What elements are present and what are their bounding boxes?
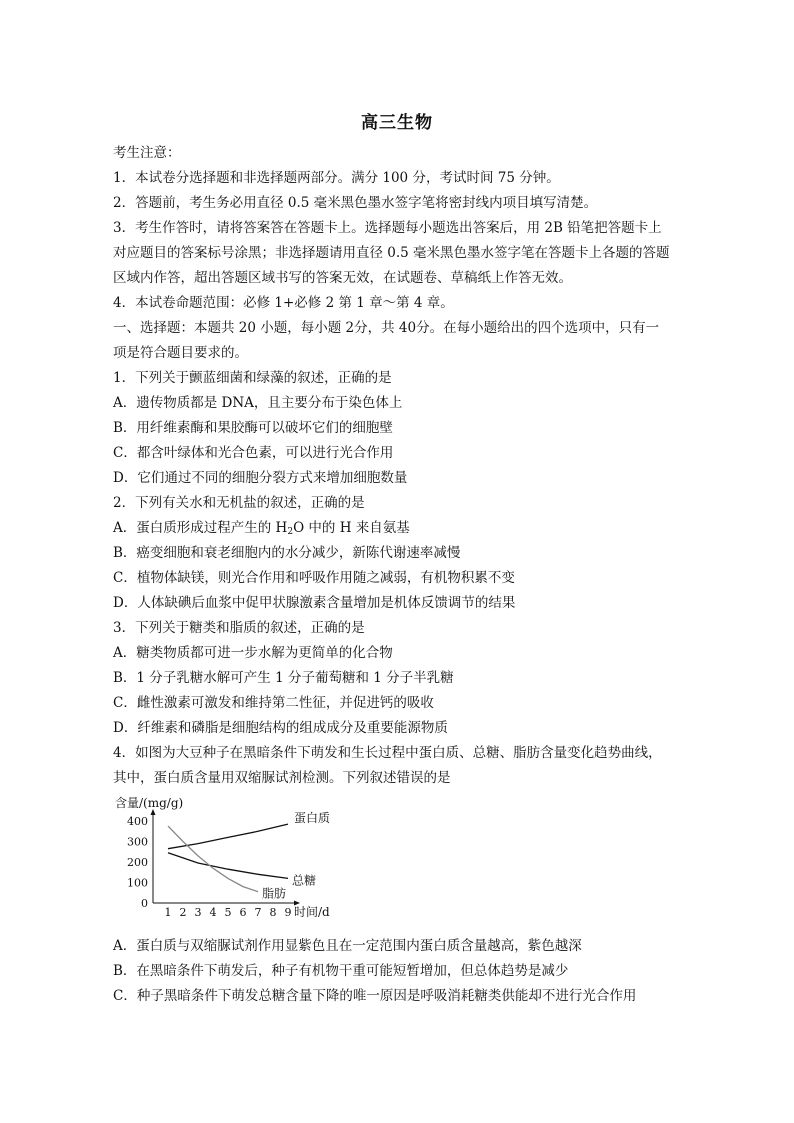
y-tick-label: 100 <box>127 876 148 890</box>
x-tick-label: 7 <box>254 906 262 919</box>
section-heading-cont: 项是符合题目要求的。 <box>113 345 248 361</box>
notice-3: 3．考生作答时，请将答案答在答题卡上。选择题每小题选出答案后，用 2B 铅笔把答题卡上 <box>113 220 662 236</box>
x-axis-label: 时间/d <box>294 905 330 919</box>
notice-1: 1．本试卷分选择题和非选择题两部分。满分 100 分，考试时间 75 分钟。 <box>113 170 560 186</box>
series-label: 蛋白质 <box>294 811 331 826</box>
page-title: 高三生物 <box>361 113 433 133</box>
question-1-stem: 1．下列关于颤蓝细菌和绿藻的叙述，正确的是 <box>113 370 392 386</box>
question-3-option-a: A．糖类物质都可进一步水解为更简单的化合物 <box>113 645 393 661</box>
notice-3-cont-2: 区域内作答，超出答题区域书写的答案无效，在试题卷、草稿纸上作答无效。 <box>113 270 572 286</box>
chart-labels <box>115 796 330 919</box>
question-3-option-d: D．纤维素和磷脂是细胞结构的组成成分及重要能源物质 <box>113 720 448 736</box>
notice-2: 2．答题前，考生务必用直径 0.5 毫米黑色墨水签字笔将密封线内项目填写清楚。 <box>113 195 598 211</box>
question-2-option-d: D．人体缺碘后血浆中促甲状腺激素含量增加是机体反馈调节的结果 <box>113 595 516 611</box>
series-label: 脂肪 <box>262 886 287 901</box>
question-3-option-c: C．雌性激素可激发和维持第二性征，并促进钙的吸收 <box>113 695 434 711</box>
question-2-option-b: B．癌变细胞和衰老细胞内的水分减少，新陈代谢速率减慢 <box>113 545 461 561</box>
series-line-3 <box>168 826 258 892</box>
question-4-stem-cont: 其中，蛋白质含量用双缩脲试剂检测。下列叙述错误的是 <box>113 770 451 786</box>
section-heading: 一、选择题：本题共 20 小题，每小题 2分，共 40分。在每小题给出的四个选项中，只有一 <box>113 320 660 336</box>
question-4-stem: 4．如图为大豆种子在黑暗条件下萌发和生长过程中蛋白质、总糖、脂肪含量变化趋势曲线， <box>113 745 662 761</box>
series-line-2 <box>168 853 288 879</box>
question-4-option-c: C．种子黑暗条件下萌发总糖含量下降的唯一原因是呼吸消耗糖类供能却不进行光合作用 <box>113 988 637 1004</box>
y-tick-label: 200 <box>127 856 148 869</box>
question-3-stem: 3．下列关于糖类和脂质的叙述，正确的是 <box>113 620 365 636</box>
chart-series-lines <box>168 824 288 892</box>
x-tick-label: 6 <box>239 906 247 919</box>
x-tick-label: 8 <box>269 906 277 919</box>
question-3-option-b: B．1 分子乳糖水解可产生 1 分子葡萄糖和 1 分子半乳糖 <box>113 670 454 686</box>
series-label: 总糖 <box>292 873 317 888</box>
question-1-option-c: C．都含叶绿体和光合色素，可以进行光合作用 <box>113 445 394 461</box>
x-tick-label: 1 <box>164 906 172 919</box>
x-tick-label: 5 <box>224 906 232 919</box>
question-2-stem: 2．下列有关水和无机盐的叙述，正确的是 <box>113 495 365 511</box>
x-tick-label: 9 <box>284 906 292 919</box>
notice-4: 4．本试卷命题范围：必修 1+必修 2 第 1 章～第 4 章。 <box>113 295 454 311</box>
notice-3-cont-1: 对应题目的答案标号涂黑；非选择题请用直径 0.5 毫米黑色墨水签字笔在答题卡上各题的答题 <box>113 245 670 261</box>
y-axis-label: 含量/(mg/g) <box>115 796 184 810</box>
question-1-option-a: A．遗传物质都是 DNA，且主要分布于染色体上 <box>113 395 403 411</box>
question-2-option-a: A．蛋白质形成过程产生的 $H_2O$ 中的 H 来自氨基 <box>113 520 410 537</box>
y-tick-label: 0 <box>141 897 148 910</box>
y-tick-label: 400 <box>127 815 148 828</box>
notice-heading: 考生注意： <box>113 145 181 161</box>
question-4-option-a: A．蛋白质与双缩脲试剂作用显紫色且在一定范围内蛋白质含量越高，紫色越深 <box>113 938 582 954</box>
x-tick-label: 4 <box>209 906 217 919</box>
y-tick-label: 300 <box>127 835 148 849</box>
question-4-option-b: B．在黑暗条件下萌发后，种子有机物干重可能短暂增加，但总体趋势是减少 <box>113 963 569 979</box>
question-1-option-b: B．用纤维素酶和果胶酶可以破坏它们的细胞壁 <box>113 420 393 436</box>
x-tick-label: 2 <box>179 906 187 919</box>
question-1-option-d: D．它们通过不同的细胞分裂方式来增加细胞数量 <box>113 470 408 486</box>
x-tick-label: 3 <box>194 906 202 919</box>
content-trend-chart <box>113 795 331 925</box>
question-2-option-c: C．植物体缺镁，则光合作用和呼吸作用随之减弱，有机物积累不变 <box>113 570 515 586</box>
